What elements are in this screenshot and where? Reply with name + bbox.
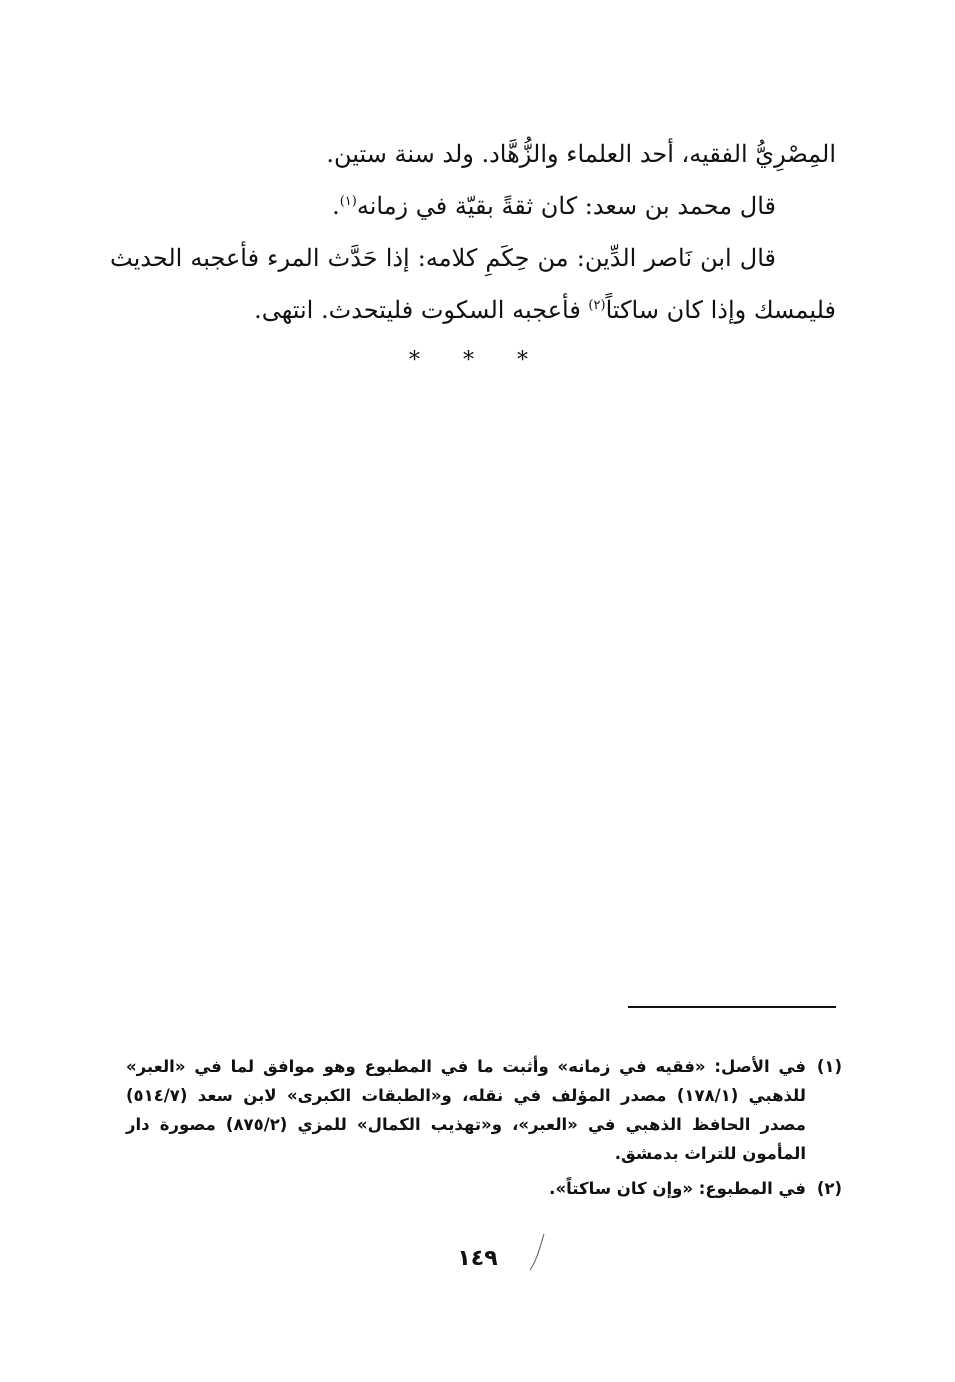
section-separator: * * *	[409, 348, 546, 373]
main-text	[110, 128, 836, 336]
paragraph-2	[110, 180, 836, 232]
footnote-2-number: (٢)	[816, 1179, 842, 1198]
footnote-divider	[628, 1006, 836, 1008]
paragraph-3-text-b: فأعجبه السكوت فليتحدث. انتهى.	[254, 296, 589, 324]
paragraph-3-text-a: قال ابن نَاصر الدِّين: من حِكَمِ كلامه: إذا حَدَّث المرء فأعجبه الحديث فليمسك وإذا كان ساكتاً	[110, 244, 836, 324]
footnotes	[126, 1052, 842, 1209]
paragraph-1-text: المِصْرِيُّ الفقيه، أحد العلماء والزُّهَّاد. ولد سنة ستين.	[326, 140, 836, 168]
footnote-ref-1[interactable]: (١)	[339, 194, 357, 209]
footnote-2	[126, 1174, 842, 1203]
footnote-1-number: (١)	[816, 1057, 842, 1076]
footnote-2-text: في المطبوع: «وإن كان ساكتاً».	[549, 1179, 806, 1198]
paragraph-2-text: قال محمد بن سعد: كان ثقةً بقيّة في زمانه	[356, 192, 776, 220]
paragraph-1	[110, 128, 836, 180]
paragraph-2-end: .	[332, 192, 340, 220]
footnote-ref-2[interactable]: (٢)	[588, 298, 606, 313]
paragraph-3	[110, 232, 836, 336]
page-number: ١٤٩	[457, 1246, 498, 1271]
footnote-1-text: في الأصل: «فقيه في زمانه» وأثبت ما في المطبوع وهو موافق لما في «العبر» للذهبي (١٧٨/١) مصدر المؤلف في نقله، و«الطبقات الكبرى» لابن سعد (٥١٤/٧) مصدر الحافظ الذهبي في «العبر»، و«تهذيب الكمال» للمزي (٨٧٥/٢) مصورة دار المأمون للتراث بدمشق.	[126, 1057, 806, 1163]
footnote-1	[126, 1052, 842, 1168]
